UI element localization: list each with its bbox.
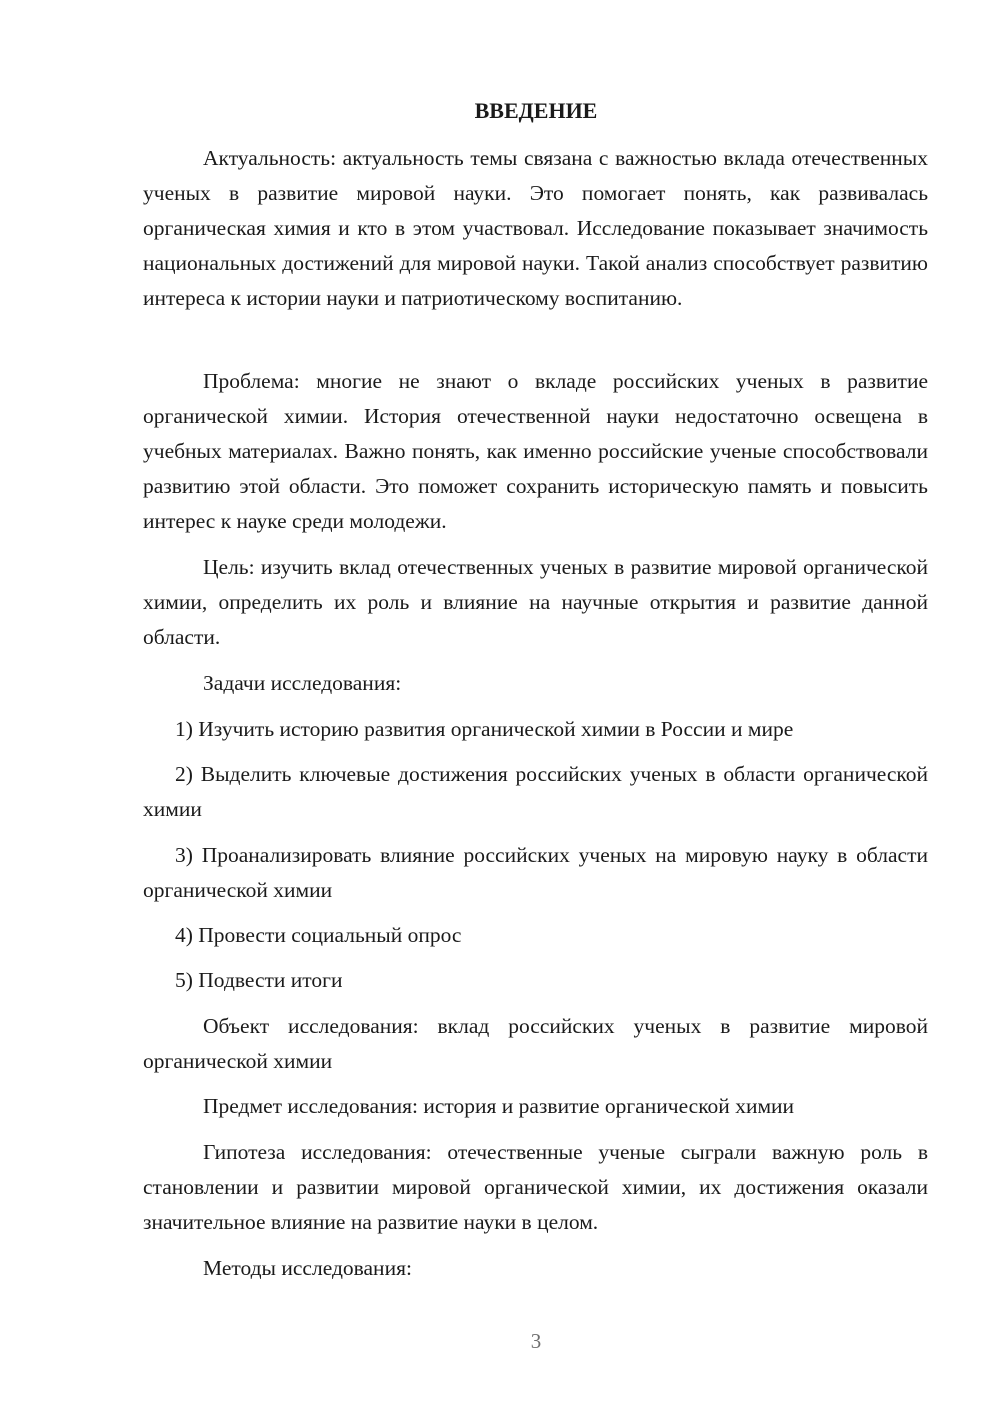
task-item-5 — [143, 963, 928, 998]
task-item-3 — [143, 838, 928, 908]
paragraph-methods-heading — [143, 1251, 928, 1286]
goal-text: Цель: изучить вклад отечественных ученых в развитие мировой органической химии, определить их роль и влияние на научные открытия и развитие данной области. — [143, 555, 928, 649]
tasks-heading-text: Задачи исследования: — [203, 671, 402, 695]
relevance-text: Актуальность: актуальность темы связана с важностью вклада отечественных ученых в развитие мировой науки. Это помогает понять, как развивалась органическая химия и кто в этом участвовал. Исследование показывает значимость национальных достижений для мировой науки. Такой анализ способствует развитию интереса к истории науки и патриотическому воспитанию. — [143, 146, 928, 310]
task-item-1 — [143, 712, 928, 747]
subject-text: Предмет исследования: история и развитие органической химии — [203, 1094, 795, 1118]
task-text-1: 1) Изучить историю развития органической химии в России и мире — [175, 717, 794, 741]
paragraph-tasks-heading — [143, 666, 928, 701]
task-item-4 — [143, 918, 928, 953]
object-text: Объект исследования: вклад российских ученых в развитие мировой органической химии — [143, 1014, 928, 1073]
hypothesis-text: Гипотеза исследования: отечественные ученые сыграли важную роль в становлении и развитии мировой органической химии, их достижения оказали значительное влияние на развитие науки в целом. — [143, 1140, 928, 1234]
task-text-4: 4) Провести социальный опрос — [175, 923, 462, 947]
paragraph-object — [143, 1009, 928, 1079]
page-number: 3 — [530, 1329, 542, 1353]
methods-heading-text: Методы исследования: — [203, 1256, 412, 1280]
paragraph-relevance — [143, 141, 928, 316]
paragraph-problem — [143, 364, 928, 539]
paragraph-subject — [143, 1089, 928, 1124]
paragraph-goal — [143, 550, 928, 655]
task-item-2 — [143, 757, 928, 827]
task-text-5: 5) Подвести итоги — [175, 968, 343, 992]
task-text-3: 3) Проанализировать влияние российских ученых на мировую науку в области органической химии — [143, 843, 928, 902]
paragraph-hypothesis — [143, 1135, 928, 1240]
section-title: ВВЕДЕНИЕ — [474, 98, 598, 123]
problem-text: Проблема: многие не знают о вкладе российских ученых в развитие органической химии. История отечественной науки недостаточно освещена в учебных материалах. Важно понять, как именно российские ученые способствовали развитию этой области. Это поможет сохранить историческую память и повысить интерес к науке среди молодежи. — [143, 369, 928, 533]
task-text-2: 2) Выделить ключевые достижения российских ученых в области органической химии — [143, 762, 928, 821]
